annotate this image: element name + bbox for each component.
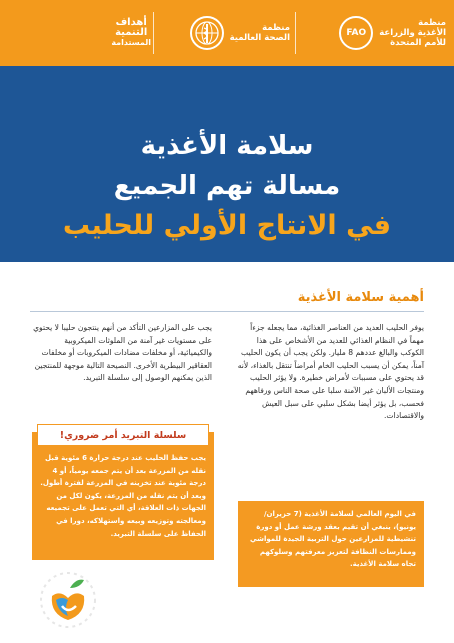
sdg-line1: أهداف: [115, 17, 147, 28]
who-logo: [190, 8, 290, 58]
cold-chain-title: سلسلة التبريد أمر ضروري!: [37, 424, 209, 446]
fao-emblem-icon: FAO: [339, 16, 373, 50]
section-divider: [30, 311, 424, 312]
who-emblem-icon: [190, 16, 224, 50]
sdg-logo-text: [111, 18, 151, 48]
title-line-1: سلامة الأغذية: [140, 131, 314, 161]
food-safety-day-logo-icon: [34, 566, 102, 634]
header-divider: [295, 12, 296, 54]
section-heading: أهمية سلامة الأغذية: [297, 290, 424, 305]
title-line-2: مسالة تهم الجميع: [113, 171, 341, 201]
world-food-safety-day-box: [238, 501, 424, 587]
title-line-3: في الانتاج الأولي للحليب: [62, 210, 392, 241]
cold-chain-box: [32, 432, 214, 560]
importance-paragraph: يوفر الحليب العديد من العناصر الغذائية، مما يجعله جزءاً مهماً في النظام الغذائي للعديد من الأشخاص على هذا الكوكب والبالغ عددهم 8 مليار. ولكن يجب أن يكون الحليب آمناً، يمكن أن يسبب الحليب الخام أمراضاً تنتقل بالغذاء، لأنه قد يحتوي على مسببات لأمراض خطيرة. ولا يؤثر الحليب ومنتجات الألبان غير الآمنة سلبا على صحة الناس ورفاههم فحسب، بل يؤثر أيضا بشكل سلبي على سبل العيش والاقتصادات.: [237, 323, 424, 421]
header-band: [0, 0, 454, 66]
sdg-line3: المستدامة: [111, 38, 151, 47]
world-day-text: في اليوم العالمي لسلامة الأغذية (7 حزيران/ يونيو)، ينبغي أن تقيم بعقد ورشة عمل أو دورة تنشيطية للمزارعين حول التربية الجيدة للمواشي وممارسات النظافة لتعزيز معرفتهم وسلوكهم تجاه سلامة الأغذية.: [250, 510, 416, 569]
sdg-logo: [111, 8, 151, 58]
farmers-paragraph: يجب على المزارعين التأكد من أنهم ينتجون حليبا لا يحتوي على مستويات غير آمنة من الملوثات الميكروبية والكيميائية، أو مخلفات مضادات الميكروبات أو مخلفات العقاقير البيطرية الأخرى. النصيحة التالية موجهة للمنتجين الذين يمكنهم الوصول إلى سلسلة التبريد.: [33, 323, 212, 383]
cold-chain-text: يجب حفظ الحليب عند درجة حرارة 6 مئوية قبل نقله من المزرعة بعد أن يتم جمعه يومياً، أو 4 درجة مئوية عند تخزينه في المزرعة لفترة أطول. وبعد أن يتم نقله من المزرعة، يكون لكل من الجهات ذات العلاقة، أي التي تعمل على تجميعه ومعالجته وتوزيعه وبيعه واستهلاكه، دورا في الحفاظ على سلسلة التبريد.: [40, 454, 206, 538]
sdg-line2: التنمية: [115, 27, 148, 38]
fao-logo: [339, 8, 446, 58]
header-divider: [153, 12, 154, 54]
fao-logo-text: منظمة الأغذية والزراعة للأمم المتحدة: [379, 18, 446, 48]
who-logo-text: منظمة الصحة العالمية: [229, 23, 290, 43]
